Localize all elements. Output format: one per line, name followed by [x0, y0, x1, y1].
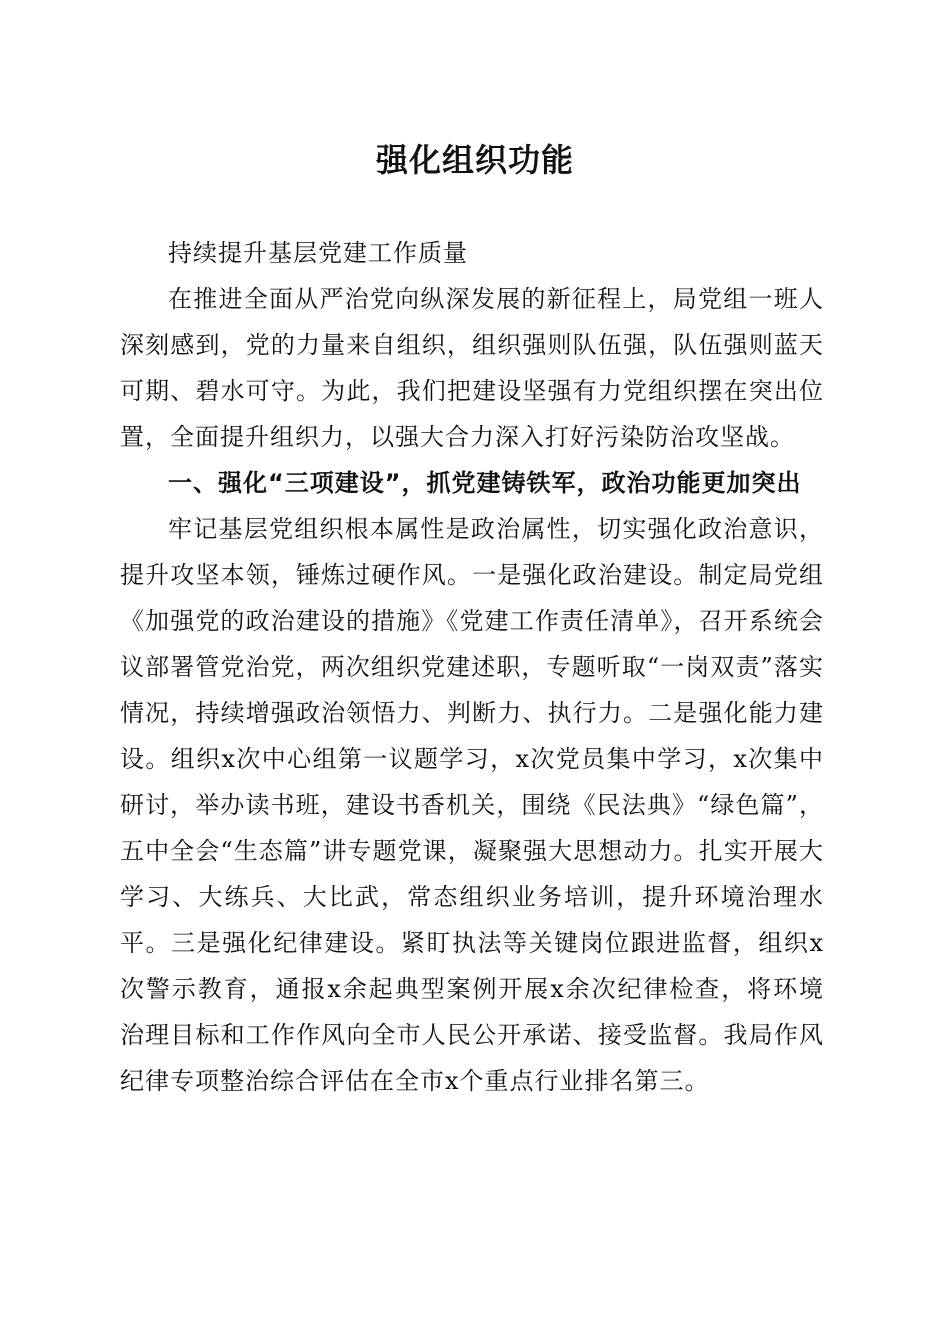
document-body [120, 230, 824, 1104]
intro-paragraph: 在推进全面从严治党向纵深发展的新征程上，局党组一班人深刻感到，党的力量来自组织，组织强则队伍强，队伍强则蓝天可期、碧水可守。为此，我们把建设坚强有力党组织摆在突出位置，全面提升组织力，以强大合力深入打好污染防治攻坚战。 [120, 285, 824, 451]
subtitle-paragraph: 持续提升基层党建工作质量 [168, 239, 468, 267]
section-body-paragraph: 牢记基层党组织根本属性是政治属性，切实强化政治意识，提升攻坚本领，锤炼过硬作风。一是强化政治建设。制定局党组《加强党的政治建设的措施》《党建工作责任清单》，召开系统会议部署管党治党，两次组织党建述职，专题听取“一岗双责”落实情况，持续增强政治领悟力、判断力、执行力。二是强化能力建设。组织x次中心组第一议题学习，x次党员集中学习，x次集中研讨，举办读书班，建设书香机关，围绕《民法典》“绿色篇”，五中全会“生态篇”讲专题党课，凝聚强大思想动力。扎实开展大学习、大练兵、大比武，常态组织业务培训，提升环境治理水平。三是强化纪律建设。紧盯执法等关键岗位跟进监督，组织x次警示教育，通报x余起典型案例开展x余次纪律检查，将环境治理目标和工作作风向全市人民公开承诺、接受监督。我局作风纪律专项整治综合评估在全市x个重点行业排名第三。 [120, 515, 824, 1095]
section-heading: 一、强化“三项建设”，抓党建铸铁军，政治功能更加突出 [168, 469, 802, 497]
document-title: 强化组织功能 [375, 141, 574, 179]
